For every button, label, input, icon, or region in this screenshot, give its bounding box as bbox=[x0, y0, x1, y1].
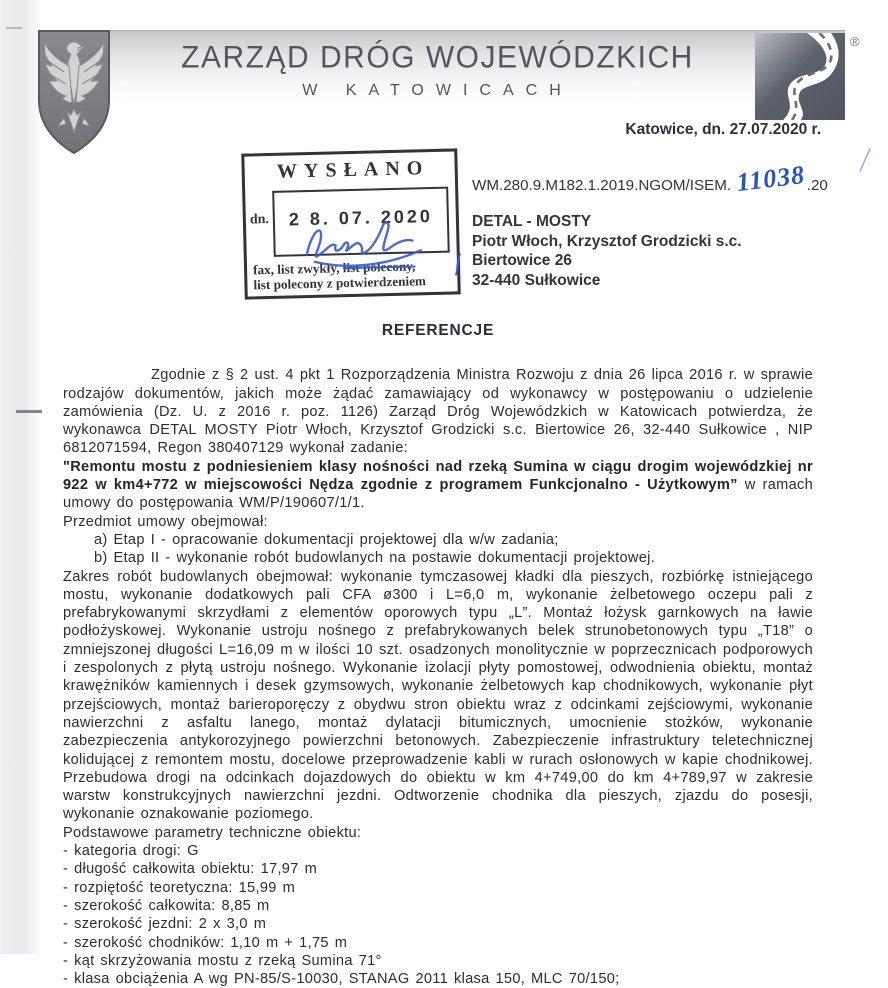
param-item: - długość całkowita obiektu: 17,97 m bbox=[63, 861, 318, 878]
silesian-eagle-shield-icon bbox=[36, 28, 112, 156]
zdw-road-logo-icon bbox=[755, 33, 845, 120]
intro-paragraph: Zgodnie z § 2 ust. 4 pkt 1 Rozporządzenia Ministra Rozwoju z dnia 26 lipca 2016 r. w sprawie rodzajów dokumentów, jakich może żądać zamawiający od wykonawcy w postępowaniu o udzielenie zamówienia (Dz. U. z 2016 r. poz. 1126) Zarząd Dróg Wojewódzkich w Katowicach potwierdza, że wykonawca DETAL MOSTY Piotr Włoch, Krzysztof Grodzicki s.c. Biertowice 26, 32-440 Sułkowice , NIP 6812071594, Regon 380407129 wykonał zadanie: bbox=[63, 367, 813, 457]
organization-name: ZARZĄD DRÓG WOJEWÓDZKICH bbox=[181, 40, 694, 75]
stamp-channels-struck: list polecony, bbox=[342, 258, 416, 276]
recipient-city: 32-440 Sułkowice bbox=[472, 271, 601, 289]
param-item: - szerokość jezdni: 2 x 3,0 m bbox=[63, 916, 267, 933]
place-date-line: Katowice, dn. 27.07.2020 r. bbox=[625, 121, 821, 138]
stamp-date-value: 2 8. 07. 2020 bbox=[288, 206, 434, 230]
scope-paragraph: Zakres robót budowlanych obejmował: wykonanie tymczasowej kładki dla pieszych, rozbiórkę istniejącego mostu, wykonanie dodatkowych pali CFA ø300 i L=6,0 m, wykonanie żelbetowego oczepu pali z prefabrykowanymi skrzydłami z elementów oporowych typu „L”. Montaż łożysk garnkowych na ławie podłożyskowej. Wykonanie ustroju nośnego z prefabrykowanych belek strunobetonowych typu „T18” o zmniejszonej długości L=16,09 m w ilości 10 szt. osadzonych monolitycznie w poprzecznicach podporowych i zespolonych z płytą ustroju nośnego. Wykonanie izolacji płyty pomostowej, odwodnienia obiektu, montaż krawężników kamiennych i desek gzymsowych, wykonanie żelbetowych kap chodnikowych, wykonanie płyt przejściowych, montaż barieroporęczy z obydwu stron obiektu wraz z odcinkami zejściowymi, wykonanie nawierzchni z asfaltu lanego, montaż dylatacji bitumicznych, umocnienie stożków, wykonanie zabezpieczenia antykorozyjnego powierzchni betonowych. Zabezpieczenie infrastruktury teletechnicznej kolidującej z remontem mostu, docelowe przeprowadzenie kabli w rurach osłonowych w kapie chodnikowej. Przebudowa drogi na odcinkach dojazdowych do obiektu w km 4+749,00 do km 4+789,97 w zakresie warstw konstrukcyjnych nawierzchni jezdni. Odtworzenie chodnika dla pieszych, zjazdu do posesji, wykonanie oznakowanie poziomego. bbox=[63, 568, 813, 823]
stamp-channels-prefix: fax, list zwykły, bbox=[252, 260, 343, 278]
stamp-date-label: dn. bbox=[249, 212, 270, 228]
param-item: - szerokość chodników: 1,10 m + 1,75 m bbox=[63, 934, 348, 951]
scan-mark-dash bbox=[16, 410, 42, 413]
recipient-street: Biertowice 26 bbox=[472, 252, 572, 269]
pen-tick-icon bbox=[857, 147, 873, 173]
technical-parameters bbox=[63, 824, 813, 988]
stage-item-b: b) Etap II - wykonanie robót budowlanych na postawie dokumentacji projektowej. bbox=[94, 550, 656, 567]
recipient-company: DETAL - MOSTY bbox=[472, 213, 592, 230]
task-paragraph bbox=[63, 458, 813, 513]
sent-stamp bbox=[241, 148, 461, 299]
reference-prefix: WM.280.9.M182.1.2019.NGOM/ISEM. bbox=[472, 177, 732, 194]
params-heading: Podstawowe parametry techniczne obiektu: bbox=[63, 824, 362, 841]
letter-body bbox=[63, 322, 813, 988]
task-rest: w ramach umowy do postępowania WM/P/190607/1/1. bbox=[63, 477, 813, 512]
organization-location: W KATOWICACH bbox=[302, 82, 573, 99]
param-item: - kąt skrzyżowania mostu z rzeką Sumina 71° bbox=[63, 952, 382, 969]
subject-heading: Przedmiot umowy obejmował: bbox=[63, 513, 268, 530]
recipient-partners: Piotr Włoch, Krzysztof Grodzicki s.c. bbox=[472, 232, 742, 250]
param-item: - rozpiętość teoretyczna: 15,99 m bbox=[63, 879, 296, 896]
scan-edge-band bbox=[0, 0, 40, 954]
document-title: REFERENCJE bbox=[381, 322, 495, 339]
handwritten-signature-icon bbox=[292, 214, 443, 278]
reference-number bbox=[472, 159, 828, 198]
stage-item-a: a) Etap I - opracowanie dokumentacji projektowej dla w/w zadania; bbox=[94, 531, 559, 548]
param-item: - kategoria drogi: G bbox=[63, 843, 199, 860]
param-item: - szerokość całkowita: 8,85 m bbox=[63, 897, 270, 914]
registered-trademark-icon: ® bbox=[850, 34, 860, 49]
stamp-title: WYSŁANO bbox=[276, 157, 430, 183]
recipient-block bbox=[472, 212, 742, 290]
stamp-channels-line2: list polecony z potwierdzeniem bbox=[253, 272, 427, 292]
param-item: - klasa obciążenia A wg PN-85/S-10030, STANAG 2011 klasa 150, MLC 70/150; bbox=[63, 971, 620, 988]
handwritten-number: 11038 bbox=[735, 159, 807, 198]
task-name-quoted: "Remontu mostu z podniesieniem klasy nośności nad rzeką Sumina w ciągu drogim wojewódzkiej nr 922 w km4+772 w miejscowości Nędza zgodnie z programem Funkcjonalno - Użytkowym” bbox=[63, 458, 813, 494]
scan-mark-small bbox=[6, 27, 22, 29]
reference-suffix: .20 bbox=[806, 177, 828, 194]
pen-stroke-icon bbox=[453, 253, 464, 275]
